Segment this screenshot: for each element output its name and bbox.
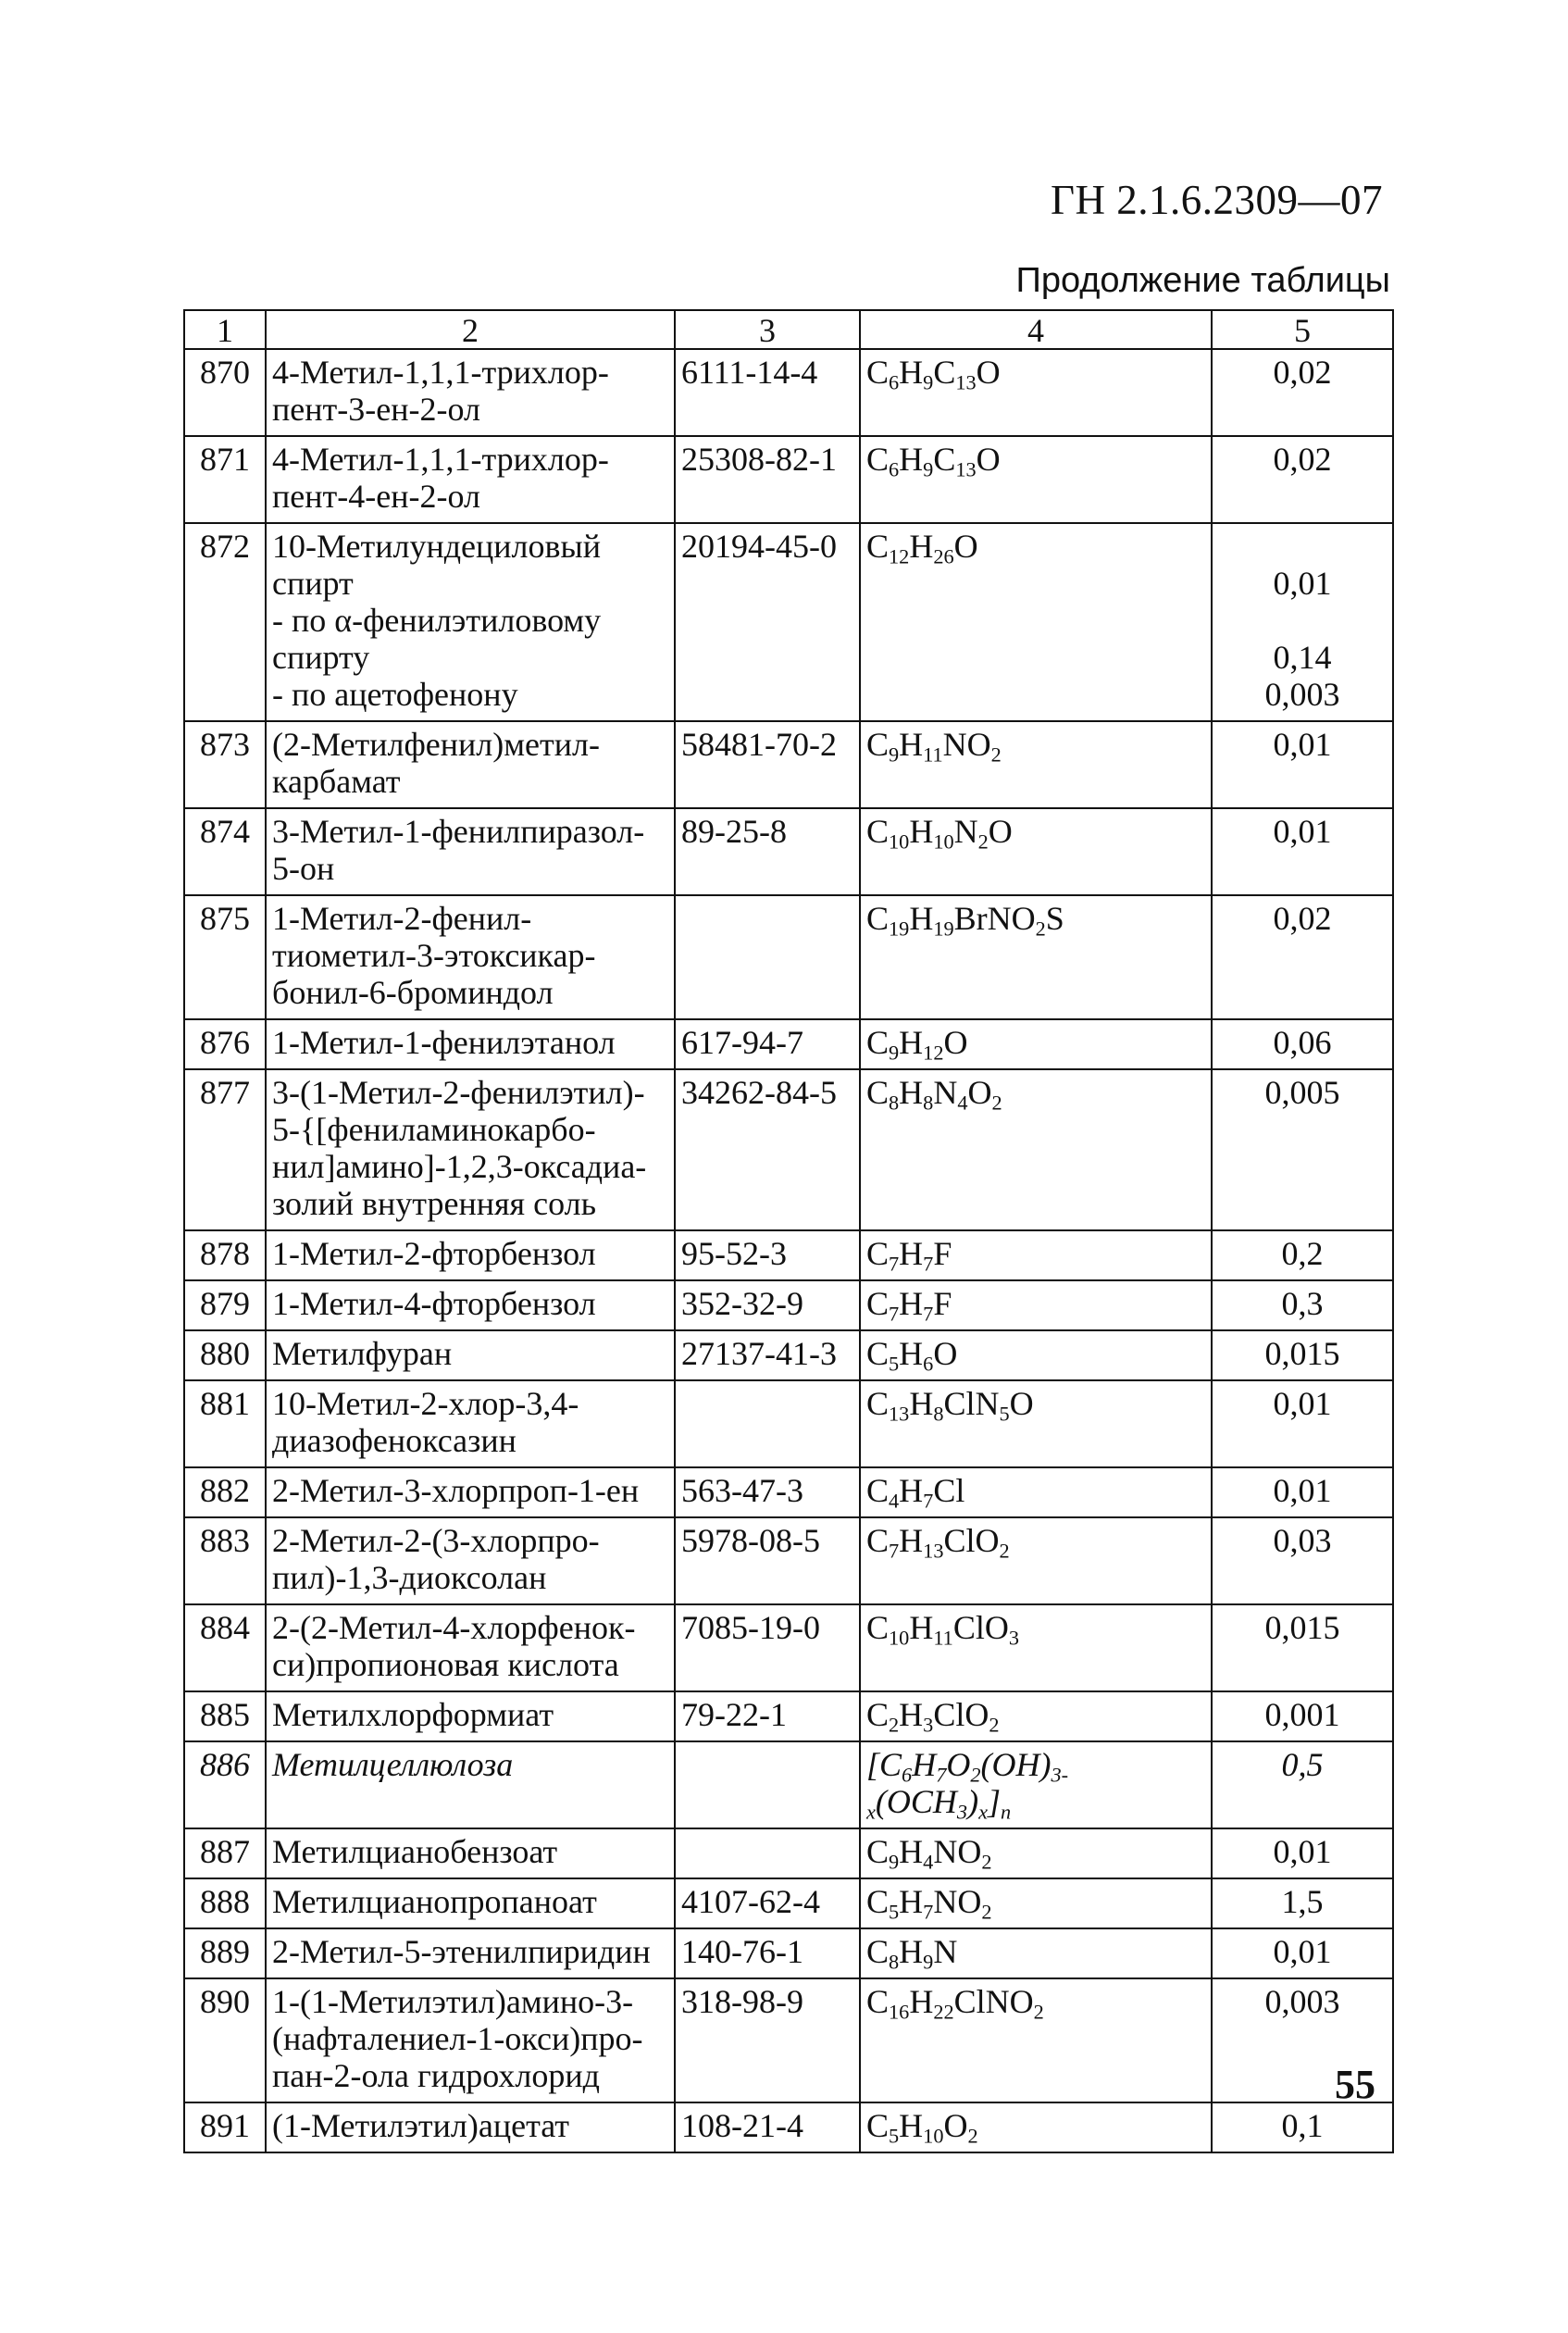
cas-number-cell: 352-32-9	[675, 1280, 860, 1330]
substance-name-cell	[266, 436, 675, 523]
limit-value-line: 0,015	[1264, 1335, 1340, 1372]
substance-name-line: 1-(1-Метилэтил)амино-3-	[272, 1983, 634, 2020]
row-number-cell: 878	[184, 1230, 266, 1280]
table-row	[184, 1604, 1393, 1691]
substance-name-line: Метилфуран	[272, 1335, 453, 1372]
substance-name-line: пил)-1,3-диоксолан	[272, 1559, 547, 1596]
substance-name-cell	[266, 895, 675, 1019]
cas-number-cell: 6111-14-4	[675, 349, 860, 436]
limit-value-cell	[1212, 1741, 1393, 1828]
formula-cell: $C_9H_{12}O$	[860, 1019, 1212, 1069]
limit-value-cell	[1212, 1467, 1393, 1517]
substance-name-cell	[266, 1691, 675, 1741]
substance-name-line: 2-Метил-3-хлорпроп-1-ен	[272, 1472, 640, 1509]
formula-cell: $C_7H_{13}ClO_2$	[860, 1517, 1212, 1604]
row-number-cell: 882	[184, 1467, 266, 1517]
row-number-cell: 890	[184, 1978, 266, 2102]
row-number-cell: 888	[184, 1878, 266, 1928]
substance-name-line: - по ацетофенону	[272, 676, 518, 713]
substance-name-line: пент-3-ен-2-ол	[272, 391, 480, 428]
row-number-cell: 881	[184, 1380, 266, 1467]
row-number-cell: 872	[184, 523, 266, 721]
table-row	[184, 1828, 1393, 1878]
substance-name-cell	[266, 1019, 675, 1069]
table-row	[184, 895, 1393, 1019]
formula-cell: $C_2H_3ClO_2$	[860, 1691, 1212, 1741]
row-number-cell: 884	[184, 1604, 266, 1691]
limit-value-cell	[1212, 1280, 1393, 1330]
limit-value-cell	[1212, 1878, 1393, 1928]
substance-name-line: 2-Метил-2-(3-хлорпро-	[272, 1522, 600, 1559]
formula-cell: $C_{16}H_{22}ClNO_2$	[860, 1978, 1212, 2102]
substance-name-line: (1-Метилэтил)ацетат	[272, 2107, 570, 2144]
cas-number-cell: 89-25-8	[675, 808, 860, 895]
substance-name-line: 2-(2-Метил-4-хлорфенок-	[272, 1609, 636, 1646]
substance-name-cell	[266, 1978, 675, 2102]
table-row	[184, 1978, 1393, 2102]
limit-value-line: 0,01	[1273, 1833, 1332, 1870]
formula-cell: $C_{12}H_{26}O$	[860, 523, 1212, 721]
cas-number-cell: 617-94-7	[675, 1019, 860, 1069]
limit-value-line: 0,2	[1281, 1235, 1324, 1272]
substance-name-cell	[266, 721, 675, 808]
table-row	[184, 349, 1393, 436]
limit-value-line: 0,01	[1273, 1933, 1332, 1970]
row-number-cell: 885	[184, 1691, 266, 1741]
limit-value-line: 0,01	[1273, 1472, 1332, 1509]
formula-cell: $C_{10}H_{10}N_2O$	[860, 808, 1212, 895]
limit-value-line: 0,003	[1264, 1983, 1340, 2020]
column-header: 3	[675, 310, 860, 349]
formula-cell: $C_8H_9N$	[860, 1928, 1212, 1978]
table-row	[184, 1878, 1393, 1928]
limit-value-line: 0,01	[1273, 565, 1332, 602]
limit-value-cell	[1212, 895, 1393, 1019]
substance-name-line: Метилцеллюлоза	[272, 1746, 514, 1783]
substance-name-cell	[266, 1828, 675, 1878]
table-row	[184, 1280, 1393, 1330]
formula-cell: $C_8H_8N_4O_2$	[860, 1069, 1212, 1230]
column-header: 4	[860, 310, 1212, 349]
substance-name-line: 4-Метил-1,1,1-трихлор-	[272, 441, 609, 478]
row-number-cell: 871	[184, 436, 266, 523]
limit-value-line: 0,03	[1273, 1522, 1332, 1559]
limit-value-line: 0,06	[1273, 1024, 1332, 1061]
table-row	[184, 1330, 1393, 1380]
column-header: 1	[184, 310, 266, 349]
substance-name-line: Метилхлорформиат	[272, 1696, 554, 1733]
formula-cell: $C_4H_7Cl$	[860, 1467, 1212, 1517]
substance-name-line: (нафталениел-1-окси)про-	[272, 2020, 643, 2057]
substance-name-line: си)пропионовая кислота	[272, 1646, 619, 1683]
limit-value-line: 0,015	[1264, 1609, 1340, 1646]
limit-value-line: 1,5	[1281, 1883, 1324, 1920]
substance-name-line: 1-Метил-2-фенил-	[272, 900, 532, 937]
limit-value-cell	[1212, 1517, 1393, 1604]
substance-name-line: 4-Метил-1,1,1-трихлор-	[272, 354, 609, 391]
cas-number-cell: 7085-19-0	[675, 1604, 860, 1691]
substance-name-line: 5-он	[272, 850, 335, 887]
limit-value-line	[1218, 602, 1387, 639]
cas-number-cell: 140-76-1	[675, 1928, 860, 1978]
table-header-row	[184, 310, 1393, 349]
limit-value-cell	[1212, 436, 1393, 523]
substance-name-line: 5-{[фениламинокарбо-	[272, 1111, 596, 1148]
table-row	[184, 1467, 1393, 1517]
formula-cell: $C_7H_7F$	[860, 1280, 1212, 1330]
formula-cell: $C_{13}H_8ClN_5O$	[860, 1380, 1212, 1467]
table-row	[184, 1928, 1393, 1978]
substance-name-line: 3-Метил-1-фенилпиразол-	[272, 813, 645, 850]
substance-name-line: тиометил-3-этоксикар-	[272, 937, 596, 974]
substance-name-cell	[266, 1330, 675, 1380]
cas-number-cell: 27137-41-3	[675, 1330, 860, 1380]
substances-table	[183, 309, 1394, 2153]
substance-name-line: 3-(1-Метил-2-фенилэтил)-	[272, 1074, 645, 1111]
formula-cell: $C_{10}H_{11}ClO_3$	[860, 1604, 1212, 1691]
formula-cell: $C_6H_9C_{13}O$	[860, 436, 1212, 523]
substance-name-line: 10-Метилундециловый	[272, 528, 601, 565]
row-number-cell: 889	[184, 1928, 266, 1978]
cas-number-cell: 34262-84-5	[675, 1069, 860, 1230]
substance-name-line: пент-4-ен-2-ол	[272, 478, 480, 515]
table-row	[184, 808, 1393, 895]
cas-number-cell	[675, 895, 860, 1019]
substance-name-line: (2-Метилфенил)метил-	[272, 726, 600, 763]
cas-number-cell: 20194-45-0	[675, 523, 860, 721]
page-number: 55	[1335, 2062, 1375, 2107]
table-row	[184, 2102, 1393, 2152]
cas-number-cell: 4107-62-4	[675, 1878, 860, 1928]
cas-number-cell: 58481-70-2	[675, 721, 860, 808]
table-continuation-label: Продолжение таблицы	[1015, 261, 1390, 300]
substance-name-line: пан-2-ола гидрохлорид	[272, 2057, 600, 2094]
table-row	[184, 523, 1393, 721]
limit-value-cell	[1212, 349, 1393, 436]
formula-cell: $C_9H_4NO_2$	[860, 1828, 1212, 1878]
row-number-cell: 891	[184, 2102, 266, 2152]
substance-name-cell	[266, 1280, 675, 1330]
limit-value-cell	[1212, 721, 1393, 808]
limit-value-cell	[1212, 1828, 1393, 1878]
formula-cell: $C_{19}H_{19}BrNO_2S$	[860, 895, 1212, 1019]
table-row	[184, 721, 1393, 808]
formula-cell: $C_7H_7F$	[860, 1230, 1212, 1280]
limit-value-line: 0,003	[1264, 676, 1340, 713]
limit-value-cell	[1212, 1330, 1393, 1380]
cas-number-cell: 318-98-9	[675, 1978, 860, 2102]
cas-number-cell: 5978-08-5	[675, 1517, 860, 1604]
limit-value-line: 0,001	[1264, 1696, 1340, 1733]
substance-name-line: - по α-фенилэтиловому	[272, 602, 602, 639]
row-number-cell: 880	[184, 1330, 266, 1380]
substance-name-line: 1-Метил-1-фенилэтанол	[272, 1024, 616, 1061]
limit-value-cell	[1212, 1019, 1393, 1069]
limit-value-cell	[1212, 1604, 1393, 1691]
table-row	[184, 1019, 1393, 1069]
limit-value-line: 0,005	[1264, 1074, 1340, 1111]
substance-name-line: Метилцианопропаноат	[272, 1883, 597, 1920]
row-number-cell: 887	[184, 1828, 266, 1878]
limit-value-cell	[1212, 1691, 1393, 1741]
row-number-cell: 879	[184, 1280, 266, 1330]
substance-name-cell	[266, 1741, 675, 1828]
table-row	[184, 1517, 1393, 1604]
limit-value-cell	[1212, 2102, 1393, 2152]
limit-value-line: 0,1	[1281, 2107, 1324, 2144]
limit-value-line: 0,02	[1273, 441, 1332, 478]
substance-name-line: карбамат	[272, 763, 401, 800]
cas-number-cell: 25308-82-1	[675, 436, 860, 523]
substance-name-cell	[266, 349, 675, 436]
cas-number-cell: 95-52-3	[675, 1230, 860, 1280]
cas-number-cell	[675, 1741, 860, 1828]
substance-name-cell	[266, 1928, 675, 1978]
row-number-cell: 870	[184, 349, 266, 436]
substance-name-line: спирт	[272, 565, 354, 602]
limit-value-line: 0,01	[1273, 813, 1332, 850]
cas-number-cell: 563-47-3	[675, 1467, 860, 1517]
limit-value-cell	[1212, 808, 1393, 895]
cas-number-cell	[675, 1380, 860, 1467]
limit-value-line: 0,14	[1273, 639, 1332, 676]
formula-cell: $C_5H_{10}O_2$	[860, 2102, 1212, 2152]
substance-name-line: Метилцианобензоат	[272, 1833, 558, 1870]
limit-value-line: 0,02	[1273, 900, 1332, 937]
substance-name-cell	[266, 1467, 675, 1517]
substance-name-line: 1-Метил-4-фторбензол	[272, 1285, 596, 1322]
substance-name-cell	[266, 1517, 675, 1604]
row-number-cell: 883	[184, 1517, 266, 1604]
substance-name-cell	[266, 1604, 675, 1691]
cas-number-cell: 108-21-4	[675, 2102, 860, 2152]
limit-value-cell	[1212, 1928, 1393, 1978]
formula-cell: $C_9H_{11}NO_2$	[860, 721, 1212, 808]
table-row	[184, 1230, 1393, 1280]
formula-cell: $C_6H_9C_{13}O$	[860, 349, 1212, 436]
substance-name-line: спирту	[272, 639, 370, 676]
formula-cell: $C_5H_6O$	[860, 1330, 1212, 1380]
limit-value-cell	[1212, 1230, 1393, 1280]
substance-name-cell	[266, 2102, 675, 2152]
limit-value-line: 0,01	[1273, 726, 1332, 763]
table-row	[184, 1380, 1393, 1467]
substance-name-cell	[266, 1878, 675, 1928]
table-row	[184, 1741, 1393, 1828]
document-code: ГН 2.1.6.2309—07	[1050, 177, 1383, 223]
table-row	[184, 1691, 1393, 1741]
row-number-cell: 886	[184, 1741, 266, 1828]
cas-number-cell: 79-22-1	[675, 1691, 860, 1741]
substance-name-line: золий внутренняя соль	[272, 1185, 596, 1222]
row-number-cell: 877	[184, 1069, 266, 1230]
substance-name-line: бонил-6-броминдол	[272, 974, 554, 1011]
limit-value-cell	[1212, 1069, 1393, 1230]
substance-name-cell	[266, 1069, 675, 1230]
row-number-cell: 876	[184, 1019, 266, 1069]
substance-name-cell	[266, 1230, 675, 1280]
limit-value-line: 0,01	[1273, 1385, 1332, 1422]
cas-number-cell	[675, 1828, 860, 1878]
limit-value-cell	[1212, 1380, 1393, 1467]
column-header: 5	[1212, 310, 1393, 349]
substance-name-line: 10-Метил-2-хлор-3,4-	[272, 1385, 579, 1422]
substance-name-cell	[266, 808, 675, 895]
row-number-cell: 874	[184, 808, 266, 895]
table-row	[184, 1069, 1393, 1230]
substance-name-line: диазофеноксазин	[272, 1422, 516, 1459]
substance-name-cell	[266, 1380, 675, 1467]
substance-name-line: 2-Метил-5-этенилпиридин	[272, 1933, 651, 1970]
limit-value-line: 0,3	[1281, 1285, 1324, 1322]
row-number-cell: 875	[184, 895, 266, 1019]
column-header: 2	[266, 310, 675, 349]
substance-name-cell	[266, 523, 675, 721]
limit-value-cell	[1212, 523, 1393, 721]
limit-value-line: 0,5	[1281, 1746, 1324, 1783]
formula-cell: $[C_6H_7O_2(OH)_{3-x}(OCH_3)_x]_n$	[860, 1741, 1212, 1828]
limit-value-line: 0,02	[1273, 354, 1332, 391]
formula-cell: $C_5H_7NO_2$	[860, 1878, 1212, 1928]
table-row	[184, 436, 1393, 523]
limit-value-line	[1218, 528, 1387, 565]
substance-name-line: 1-Метил-2-фторбензол	[272, 1235, 596, 1272]
substance-name-line: нил]амино]-1,2,3-оксадиа-	[272, 1148, 647, 1185]
row-number-cell: 873	[184, 721, 266, 808]
